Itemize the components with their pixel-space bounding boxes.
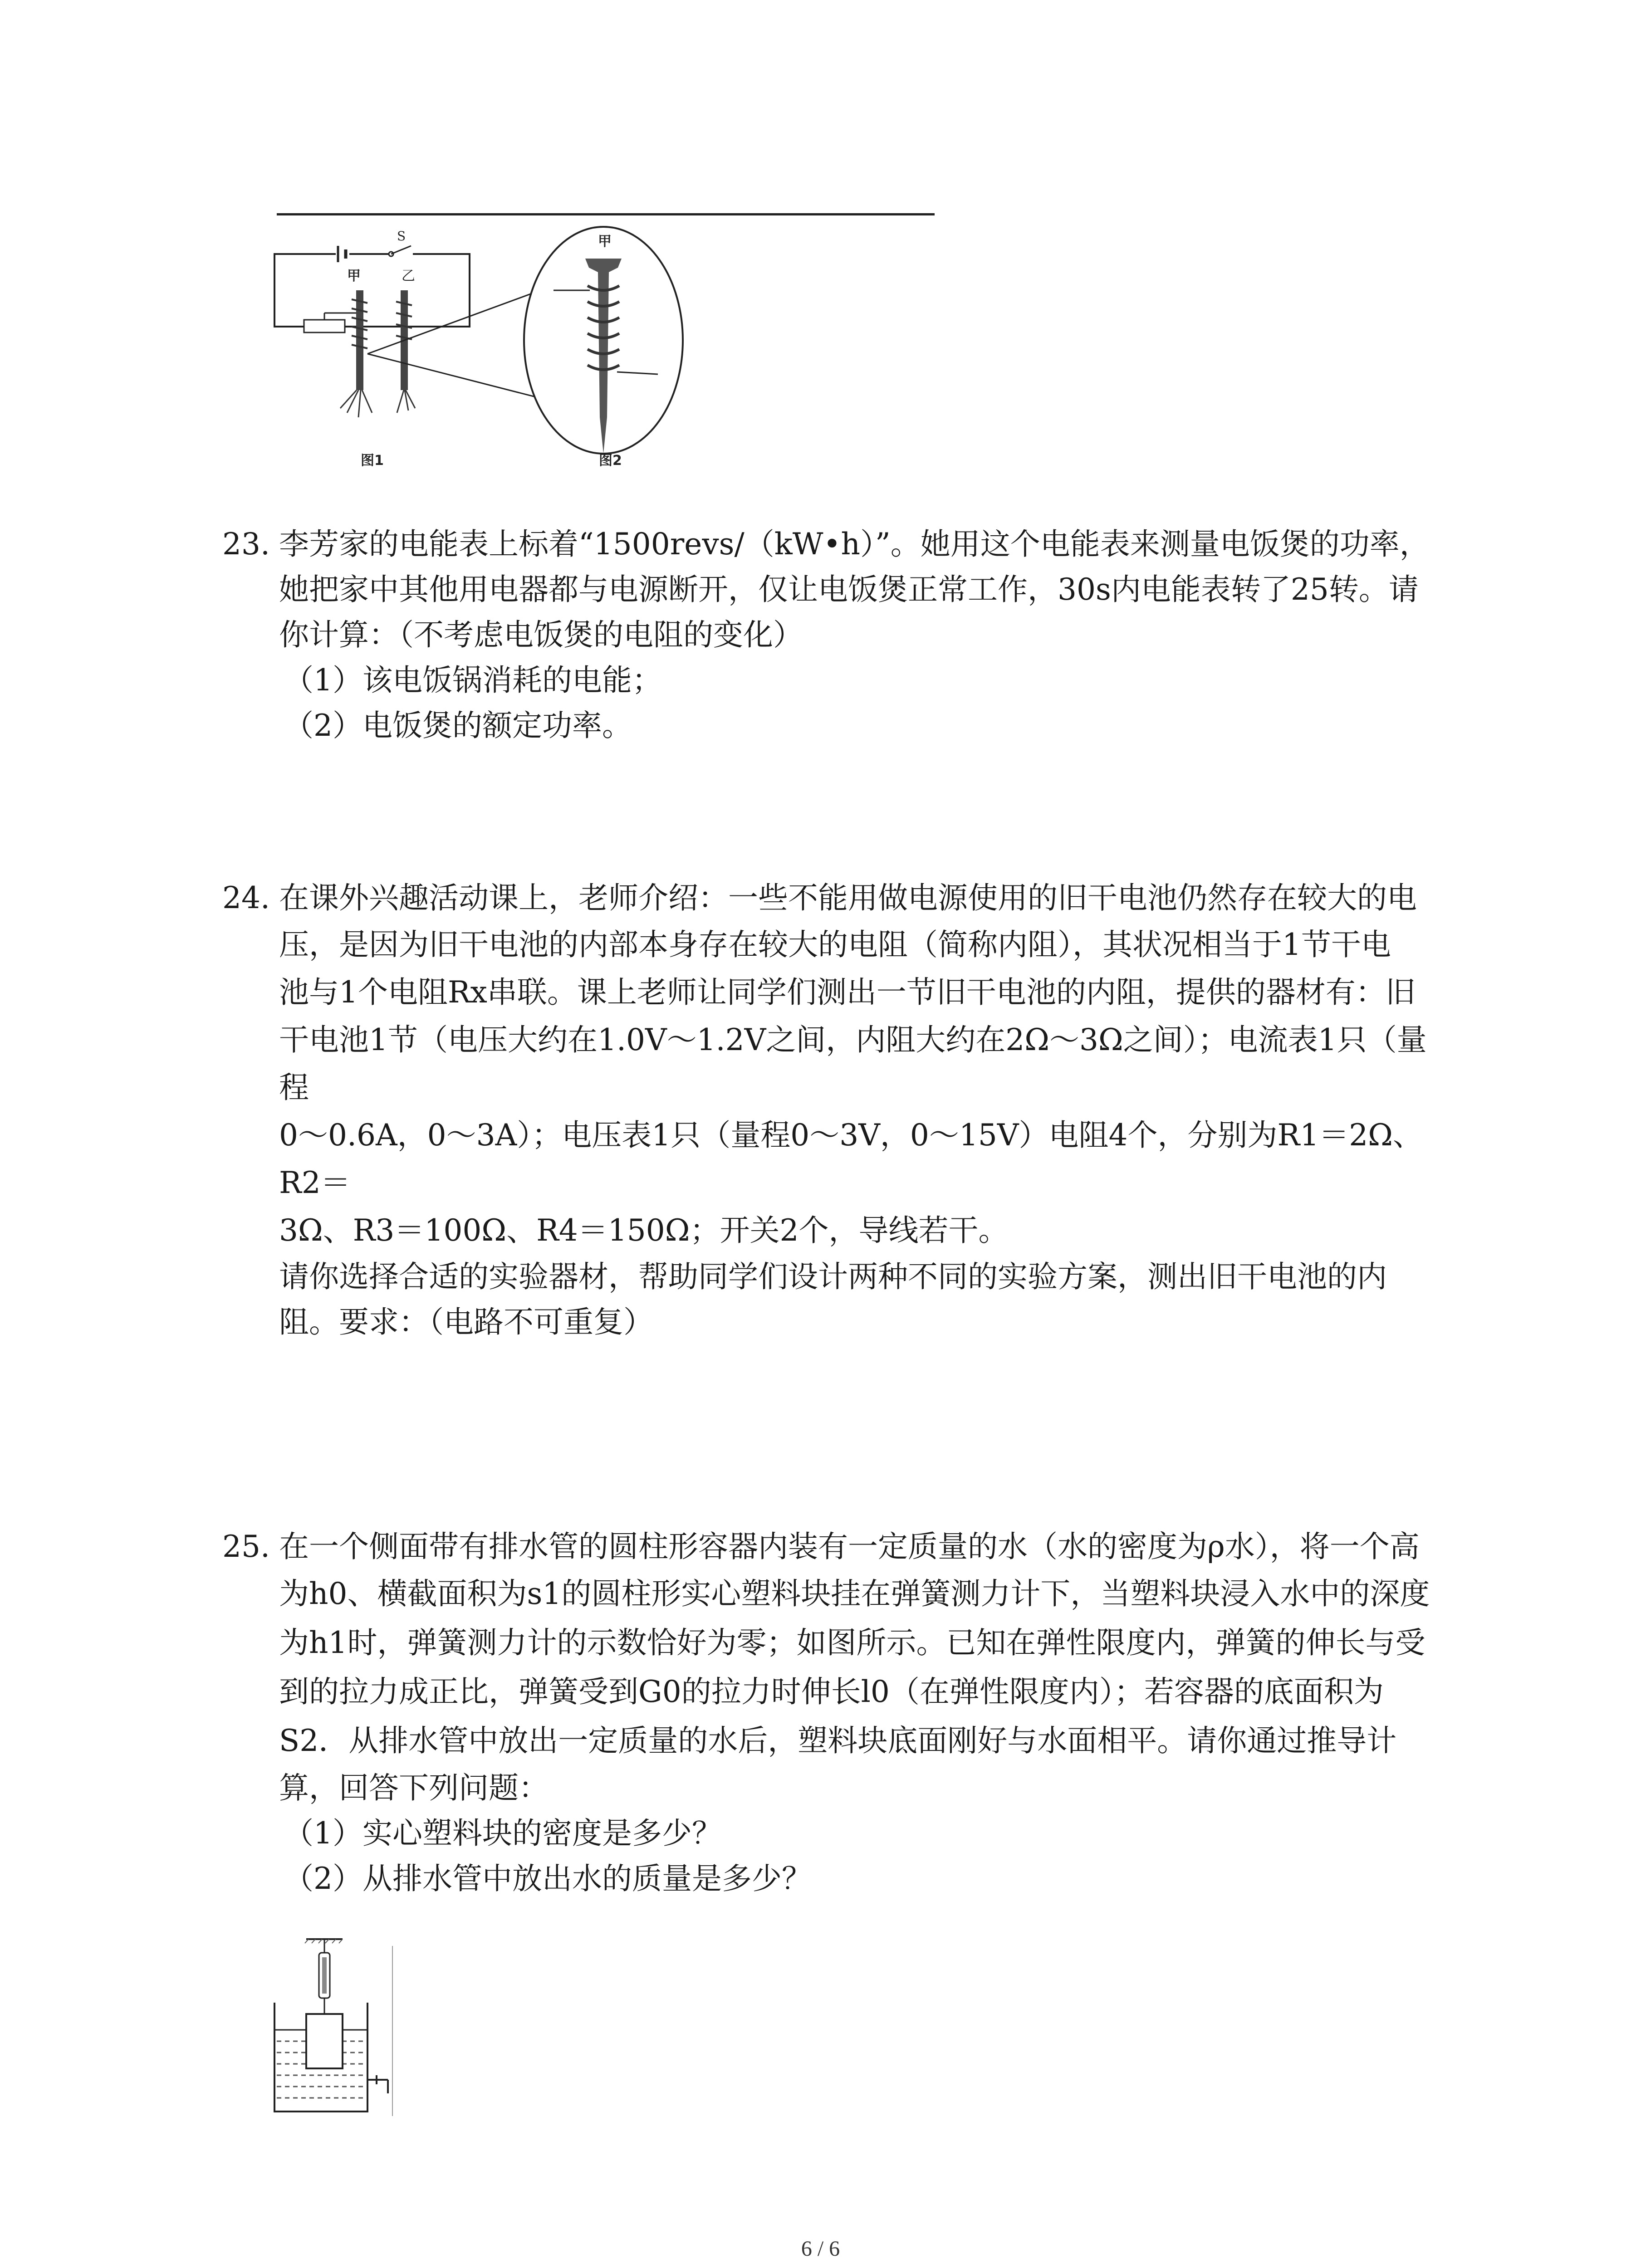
nail-jia-label: 甲 bbox=[347, 268, 361, 284]
sub-question: （1）实心塑料块的密度是多少？ bbox=[284, 1816, 722, 1851]
top-rule bbox=[277, 213, 935, 215]
question-text: 阻。要求：（电路不可重复） bbox=[279, 1305, 653, 1339]
figure-caption-1: 图1 bbox=[361, 453, 384, 469]
question-text: 0～0.6A，0～3A）；电压表1只（量程0～3V，0～15V）电阻4个，分别为R1＝2Ω、R2＝ bbox=[279, 1118, 1423, 1200]
question-text: 在一个侧面带有排水管的圆柱形容器内装有一定质量的水（水的密度为ρ水），将一个高 bbox=[279, 1529, 1420, 1564]
page-number: 6 / 6 bbox=[801, 2237, 840, 2261]
question-text: 为h0、横截面积为s1的圆柱形实心塑料块挂在弹簧测力计下，当塑料块浸入水中的深度 bbox=[279, 1576, 1430, 1611]
question-text: 池与1个电阻Rx串联。课上老师让同学们测出一节旧干电池的内阻，提供的器材有：旧 bbox=[279, 975, 1416, 1010]
question-text: 你计算：（不考虑电饭煲的电阻的变化） bbox=[279, 617, 803, 652]
question-text: 为h1时，弹簧测力计的示数恰好为零；如图所示。已知在弹性限度内，弹簧的伸长与受 bbox=[279, 1625, 1425, 1660]
question-text: 到的拉力成正比，弹簧受到G0的拉力时伸长l0（在弹性限度内）；若容器的底面积为 bbox=[279, 1674, 1384, 1709]
spring-scale-figure bbox=[272, 1937, 408, 2118]
question-text: 请你选择合适的实验器材，帮助同学们设计两种不同的实验方案，测出旧干电池的内 bbox=[279, 1259, 1387, 1294]
switch-label: S bbox=[397, 229, 406, 244]
sub-question: （2）电饭煲的额定功率。 bbox=[284, 708, 632, 743]
sub-question: （2）从排水管中放出水的质量是多少？ bbox=[284, 1861, 812, 1896]
nail-yi-label: 乙 bbox=[402, 268, 415, 284]
figure-caption-2: 图2 bbox=[599, 453, 622, 469]
nail-jia bbox=[352, 290, 367, 390]
question-text: 她把家中其他用电器都与电源断开，仅让电饭煲正常工作，30s内电能表转了25转。请 bbox=[279, 572, 1419, 607]
question-text: 3Ω、R3＝100Ω、R4＝150Ω；开关2个，导线若干。 bbox=[279, 1213, 1009, 1248]
question-text: 压，是因为旧干电池的内部本身存在较大的电阻（简称内阻），其状况相当于1节干电 bbox=[279, 927, 1391, 962]
question-23 bbox=[222, 522, 1447, 748]
question-text: 李芳家的电能表上标着“1500revs/（kW•h）”。她用这个电能表来测量电饭煲的功率， bbox=[279, 527, 1430, 562]
plastic-block bbox=[306, 2014, 343, 2068]
sub-question: （1）该电饭锅消耗的电能； bbox=[284, 663, 662, 698]
question-25 bbox=[222, 1524, 1447, 1901]
question-number: 24. bbox=[222, 880, 270, 915]
question-text: 干电池1节（电压大约在1.0V～1.2V之间，内阻大约在2Ω～3Ω之间）；电流表1只（量程 bbox=[279, 1022, 1427, 1105]
question-number: 25. bbox=[222, 1529, 270, 1564]
question-number: 23. bbox=[222, 527, 270, 562]
question-24 bbox=[222, 875, 1447, 1345]
question-text: 在课外兴趣活动课上，老师介绍：一些不能用做电源使用的旧干电池仍然存在较大的电 bbox=[279, 880, 1417, 915]
question-text: 算，回答下列问题： bbox=[279, 1770, 549, 1805]
magnified-jia-label: 甲 bbox=[598, 234, 612, 249]
question-text: S2．从排水管中放出一定质量的水后，塑料块底面刚好与水面相平。请你通过推导计 bbox=[279, 1723, 1397, 1758]
circuit-figure bbox=[272, 218, 726, 472]
